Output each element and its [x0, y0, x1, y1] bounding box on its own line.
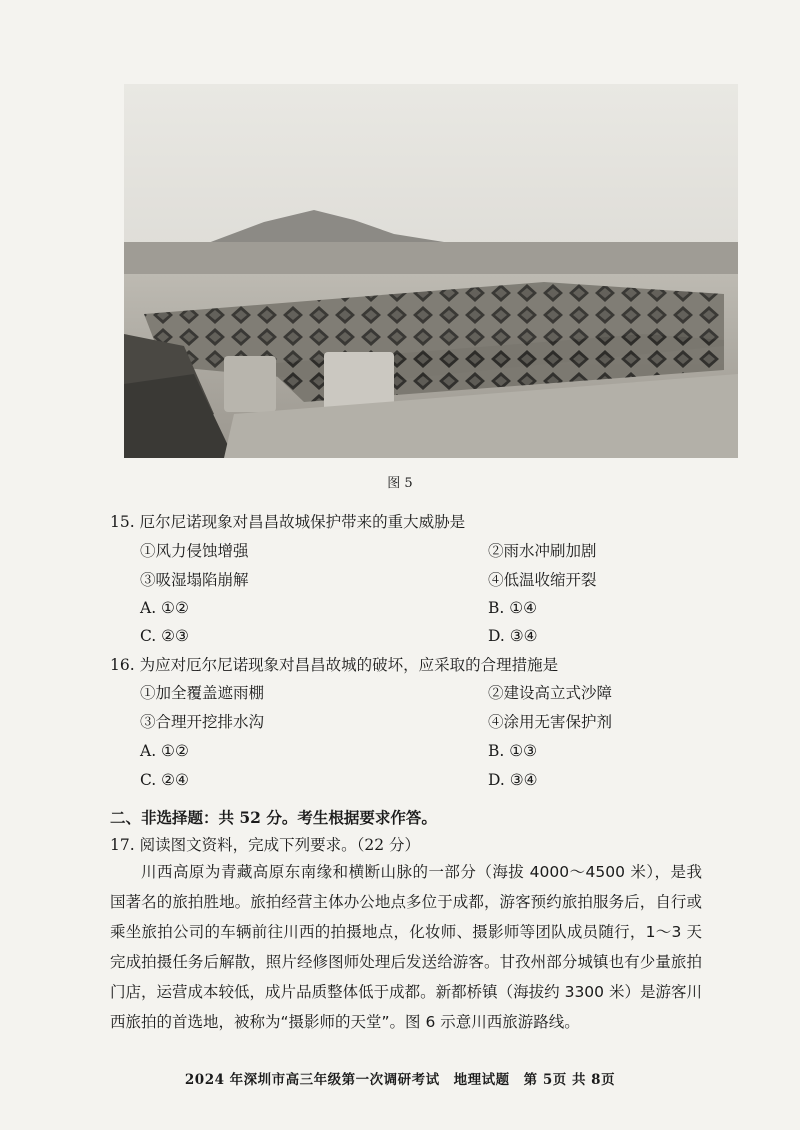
- q16-item-1: ①加全覆盖遮雨棚: [140, 684, 265, 702]
- q16-choice-d: D. ③④: [488, 771, 538, 789]
- question-15-stem: 15. 厄尔尼诺现象对昌昌故城保护带来的重大威胁是: [110, 513, 466, 531]
- q15-item-1: ①风力侵蚀增强: [140, 542, 249, 560]
- q16-item-4: ④涂用无害保护剂: [488, 713, 613, 731]
- question-17-paragraph: 川西高原为青藏高原东南缘和横断山脉的一部分（海拔 4000～4500 米），是我国著名的旅拍胜地。旅拍经营主体办公地点多位于成都，游客预约旅拍服务后，自行或乘坐旅拍公司的车辆前往川西的拍摄地点，化妆师、摄影师等团队成员随行，1～3 天完成拍摄任务后解散，照片经修图师处理后发送给游客。甘孜州部分城镇也有少量旅拍门店，运营成本较低，成片品质整体低于成都。新都桥镇（海拔约 3300 米）是游客川西旅拍的首选地，被称为“摄影师的天堂”。图 6 示意川西旅游路线。: [110, 863, 702, 1031]
- page-footer: 2024 年深圳市高三年级第一次调研考试 地理试题 第 5页 共 8页: [184, 1072, 616, 1088]
- q16-choice-c: C. ②④: [140, 771, 189, 789]
- question-16-stem: 16. 为应对厄尔尼诺现象对昌昌故城的破坏，应采取的合理措施是: [110, 656, 559, 674]
- q15-choice-b: B. ①④: [488, 599, 538, 617]
- q15-choice-a: A. ①②: [140, 599, 189, 617]
- q15-item-4: ④低温收缩开裂: [488, 571, 597, 589]
- section-2-title: 二、非选择题：共 52 分。考生根据要求作答。: [110, 808, 437, 827]
- q16-item-2: ②建设高立式沙障: [488, 684, 613, 702]
- q16-choice-a: A. ①②: [140, 742, 189, 760]
- figure-5-photo: [124, 84, 738, 458]
- q15-item-3: ③吸湿塌陷崩解: [140, 571, 249, 589]
- q15-choice-c: C. ②③: [140, 627, 189, 645]
- q15-choice-d: D. ③④: [488, 627, 538, 645]
- q16-item-3: ③合理开挖排水沟: [140, 713, 265, 731]
- q16-choice-b: B. ①③: [488, 742, 538, 760]
- q15-item-2: ②雨水冲刷加剧: [488, 542, 597, 560]
- figure-5-caption: 图 5: [387, 476, 413, 491]
- question-17-stem: 17. 阅读图文资料，完成下列要求。（22 分）: [110, 836, 420, 854]
